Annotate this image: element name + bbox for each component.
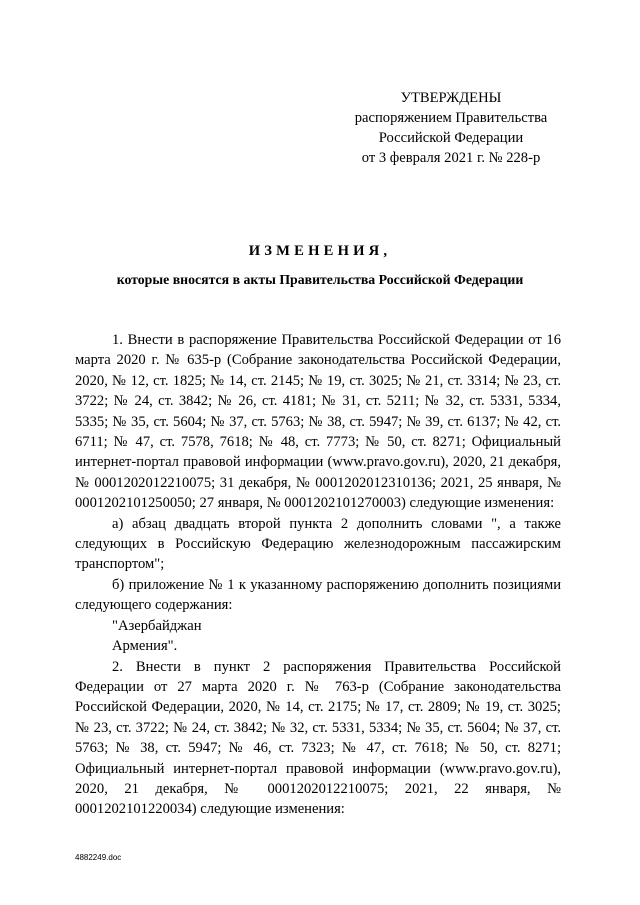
- paragraph-subitem-b: б) приложение № 1 к указанному распоряжению дополнить позициями следующего содержания:: [75, 576, 561, 614]
- approval-line: Российской Федерации: [378, 130, 524, 146]
- paragraph-item-1: 1. Внести в распоряжение Правительства Российской Федерации от 16 марта 2020 г. № 635-р (Собрание законодательства Российской Федерации, 2020, № 12, ст. 1825; № 14, ст. 2145; № 19, ст. 3025; № 21, ст. 3314; № 23, ст. 3722; № 24, ст. 3842; № 26, ст. 4181; № 31, ст. 5211; № 32, ст. 5331, 5334, 5335; № 35, ст. 5604; № 37, ст. 5763; № 38, ст. 5947; № 39, ст. 6137; № 42, ст. 6711; № 47, ст. 7578, 7618; № 48, ст. 7773; № 50, ст. 8271; Официальный интернет-портал правовой информации (www.pravo.gov.ru), 2020, 21 декабря, № 0001202012210075; 31 декабря, № 0001202012310136; 2021, 25 января, № 0001202101250050; 27 января, № 0001202101270003) следующие изменения:: [75, 332, 561, 512]
- document-subtitle: которые вносятся в акты Правительства Российской Федерации: [116, 272, 524, 287]
- approval-heading: УТВЕРЖДЕНЫ: [400, 90, 502, 106]
- document-body: [75, 330, 561, 820]
- quoted-line: "Азербайджан: [112, 617, 202, 634]
- paragraph-item-2: 2. Внести в пункт 2 распоряжения Правительства Российской Федерации от 27 марта 2020 г. № 763-р (Собрание законодательства Российской Федерации, 2020, № 14, ст. 2175; № 17, ст. 2809; № 19, ст. 3025; № 23, ст. 3722; № 24, ст. 3842; № 32, ст. 5331, 5334; № 35, ст. 5604; № 37, ст. 5763; № 38, ст. 5947; № 46, ст. 7323; № 47, ст. 7618; № 50, ст. 8271; Официальный интернет-портал правовой информации (www.pravo.gov.ru), 2020, 21 декабря, № 0001202012210075; 2021, 22 января, № 0001202101220034) следующие изменения:: [75, 658, 561, 818]
- approval-line: распоряжением Правительства: [354, 110, 548, 126]
- paragraph-subitem-a: а) абзац двадцать второй пункта 2 дополнить словами ", а также следующих в Российскую Федерацию железнодорожным пассажирским транспортом";: [75, 515, 561, 573]
- quoted-line: Армения".: [112, 638, 178, 655]
- document-title: ИЗМЕНЕНИЯ,: [248, 243, 392, 259]
- file-reference: 4882249.doc: [75, 853, 122, 862]
- approval-block: [340, 88, 562, 168]
- approval-date: от 3 февраля 2021 г. № 228-р: [361, 150, 541, 166]
